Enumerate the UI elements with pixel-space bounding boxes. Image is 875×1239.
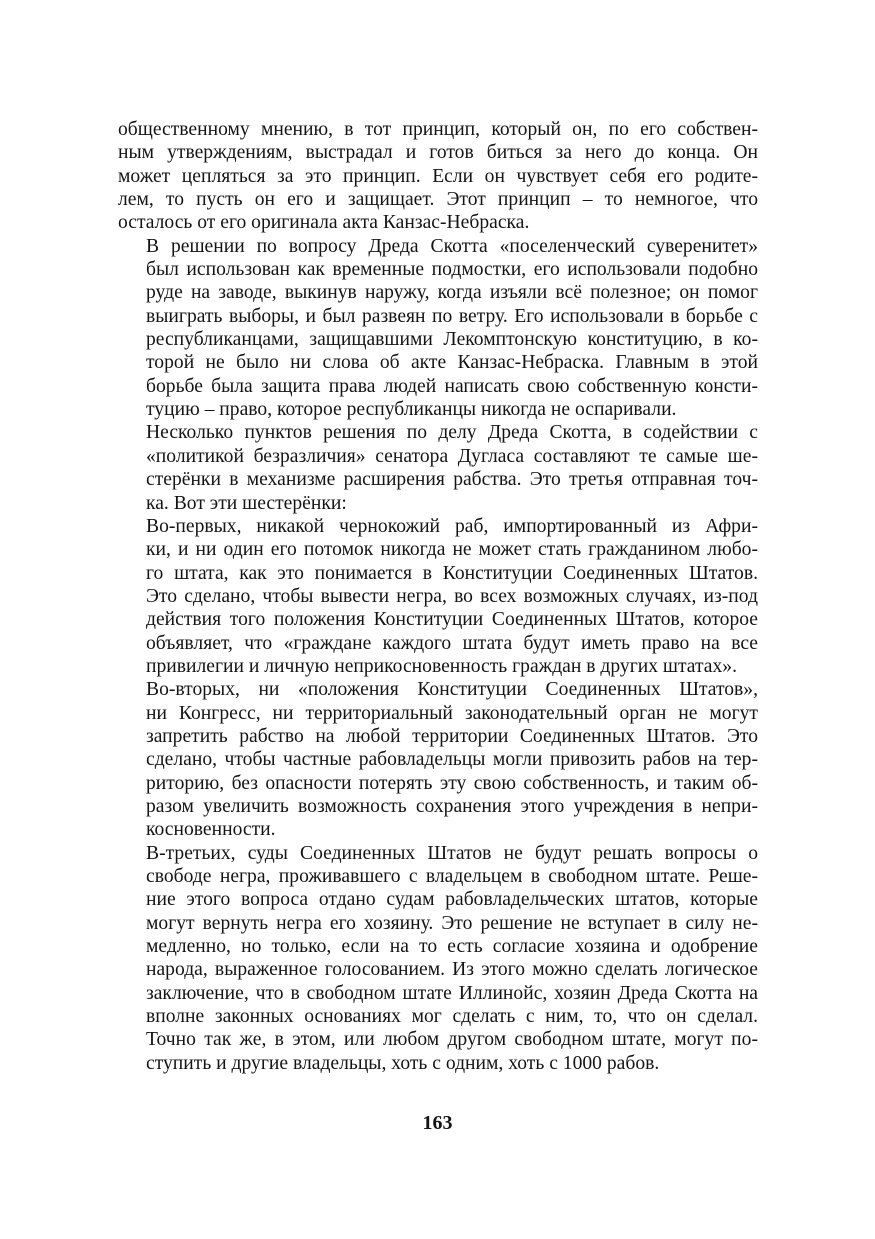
- text-line: республиканцами, защищавшими Лекомптонскую конституцию, в ко-: [146, 329, 758, 351]
- text-line: руде на заводе, выкинув наружу, когда изъяли всё полезное; он помог: [146, 282, 758, 304]
- text-line: косновенности.: [146, 819, 276, 841]
- text-line: привилегии и личную неприкосновенность граждан в других штатах».: [146, 655, 737, 677]
- text-line: вполне законных основаниях мог сделать с ним, то, что он сделал.: [146, 1006, 758, 1028]
- text-line: риторию, без опасности потерять эту свою собственность, и таким об-: [146, 772, 758, 794]
- text-line: туцию – право, которое республиканцы никогда не оспаривали.: [146, 399, 677, 421]
- text-line: Во-первых, никакой чернокожий раб, импортированный из Афри-: [146, 515, 758, 537]
- text-line: народа, выраженное голосованием. Из этого можно сделать логическое: [146, 959, 758, 981]
- text-line: Несколько пунктов решения по делу Дреда Скотта, в содействии с: [146, 422, 758, 444]
- text-line: запретить рабство на любой территории Соединенных Штатов. Это: [146, 725, 758, 747]
- page-number: 163: [422, 1112, 453, 1134]
- text-line: осталось от его оригинала акта Канзас-Небраска.: [118, 212, 530, 234]
- text-line: разом увеличить возможность сохранения этого учреждения в непри-: [146, 795, 758, 817]
- text-line: был использован как временные подмостки, его использовали подобно: [146, 259, 758, 281]
- text-line: объявляет, что «граждане каждого штата будут иметь право на все: [146, 632, 758, 654]
- text-line: ным утверждениям, выстрадал и готов биться за него до конца. Он: [118, 142, 758, 164]
- paragraph: [118, 678, 758, 841]
- text-line: торой не было ни слова об акте Канзас-Небраска. Главным в этой: [146, 352, 758, 374]
- text-line: борьбе была защита права людей написать свою собственную консти-: [146, 375, 758, 397]
- paragraph: [118, 235, 758, 422]
- text-line: го штата, как это понимается в Конституции Соединенных Штатов.: [146, 562, 758, 584]
- text-line: заключение, что в свободном штате Иллинойс, хозяин Дреда Скотта на: [146, 982, 758, 1004]
- text-line: может цепляться за это принцип. Если он чувствует себя его родите-: [118, 165, 758, 187]
- text-line: ни Конгресс, ни территориальный законодательный орган не могут: [146, 702, 758, 724]
- paragraph: [118, 515, 758, 678]
- text-line: ки, и ни один его потомок никогда не может стать гражданином любо-: [146, 539, 758, 561]
- text-line: выиграть выборы, и был развеян по ветру. Его использовали в борьбе с: [146, 305, 758, 327]
- text-line: В-третьих, суды Соединенных Штатов не будут решать вопросы о: [146, 842, 758, 864]
- text-line: ка. Вот эти шестерёнки:: [146, 492, 347, 514]
- text-line: ние этого вопроса отдано судам рабовладельческих штатов, которые: [146, 889, 758, 911]
- text-line: В решении по вопросу Дреда Скотта «поселенческий суверенитет»: [146, 235, 758, 257]
- paragraph: [118, 842, 758, 1075]
- text-line: Точно так же, в этом, или любом другом свободном штате, могут по-: [146, 1029, 758, 1051]
- text-line: ступить и другие владельцы, хоть с одним, хоть с 1000 рабов.: [146, 1052, 660, 1074]
- text-line: лем, то пусть он его и защищает. Этот принцип – то немногое, что: [118, 189, 758, 211]
- text-line: могут вернуть негра его хозяину. Это решение не вступает в силу не-: [146, 912, 758, 934]
- text-line: стерёнки в механизме расширения рабства. Это третья отправная точ-: [146, 469, 758, 491]
- text-line: «политикой безразличия» сенатора Дугласа составляют те самые ше-: [146, 445, 758, 467]
- page-body: [118, 118, 758, 1075]
- paragraph: [118, 118, 758, 235]
- paragraph: [118, 421, 758, 514]
- text-line: медленно, но только, если на то есть согласие хозяина и одобрение: [146, 936, 758, 958]
- text-line: сделано, чтобы частные рабовладельцы могли привозить рабов на тер-: [146, 749, 758, 771]
- text-line: свободе негра, проживавшего с владельцем в свободном штате. Реше-: [146, 866, 758, 887]
- text-line: Это сделано, чтобы вывести негра, во всех возможных случаях, из-под: [146, 585, 758, 607]
- text-line: действия того положения Конституции Соединенных Штатов, которое: [146, 609, 758, 631]
- text-line: общественному мнению, в тот принцип, который он, по его собствен-: [118, 119, 758, 140]
- text-line: Во-вторых, ни «положения Конституции Соединенных Штатов»,: [146, 679, 758, 701]
